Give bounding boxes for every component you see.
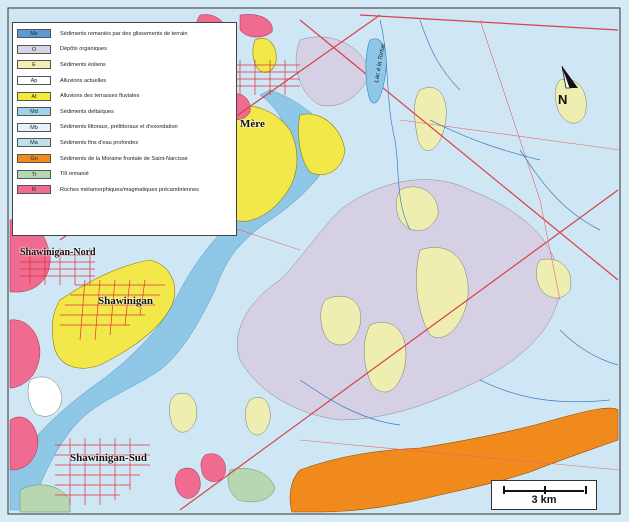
eolian-8 [169, 393, 197, 432]
legend-label: Till remanié [60, 171, 89, 178]
legend-label: Sédiments deltaïques [60, 108, 114, 115]
place-shawinigan: Shawinigan [98, 295, 154, 307]
scale-tick [585, 486, 587, 494]
legend-swatch: Gn [17, 154, 51, 163]
scale-tick [544, 486, 546, 494]
legend-label: Sédiments fins d'eau profondes [60, 139, 139, 146]
legend-row [17, 42, 232, 58]
place-shawinigan-sud: Shawinigan-Sud [70, 452, 148, 464]
legend-row [17, 57, 232, 73]
legend-label: Sédiments remaniés par des glissements de terrain [60, 30, 188, 37]
legend-swatch: R [17, 185, 51, 194]
legend-row [17, 151, 232, 167]
legend-row [17, 166, 232, 182]
legend-row [17, 104, 232, 120]
scale-bar [491, 480, 597, 510]
legend-label: Alluvions des terrasses fluviales [60, 93, 140, 100]
legend-label: Dépôts organiques [60, 46, 107, 53]
legend-swatch: Ap [17, 76, 51, 85]
place-grand-mere: Mère [240, 118, 265, 130]
legend-row [17, 120, 232, 136]
legend-swatch: At [17, 92, 51, 101]
scale-tick [503, 486, 505, 494]
legend-swatch: E [17, 60, 51, 69]
place-shawinigan-nord: Shawinigan-Nord [20, 247, 96, 258]
place-lac-a-la-tortue: Lac à la Tortue [374, 43, 387, 84]
legend-swatch: Mx [17, 29, 51, 38]
legend-label: Roches métamorphiques/magmatiques précambriennes [60, 186, 199, 193]
legend-label: Sédiments éoliens [60, 61, 106, 68]
legend-label: Sédiments littoraux, prélittoraux et d'exondation [60, 124, 178, 131]
legend-row [17, 135, 232, 151]
legend-row [17, 182, 232, 198]
legend-label: Alluvions actuelles [60, 77, 107, 84]
legend-row [17, 88, 232, 104]
legend-swatch: O [17, 45, 51, 54]
scale-label: 3 km [531, 494, 557, 506]
legend-row [17, 26, 232, 42]
north-arrow [556, 58, 586, 108]
legend-label: Sédiments de la Moraine frontale de Saint-Narcisse [60, 155, 188, 162]
north-label: N [558, 92, 568, 107]
legend-swatch: Mb [17, 123, 51, 132]
legend-swatch: Tr [17, 170, 51, 179]
legend-swatch: Md [17, 107, 51, 116]
rock-s1 [175, 468, 200, 498]
legend-swatch: Ma [17, 138, 51, 147]
map-legend [12, 22, 237, 236]
legend-row [17, 73, 232, 89]
north-arrow-icon [556, 58, 586, 108]
